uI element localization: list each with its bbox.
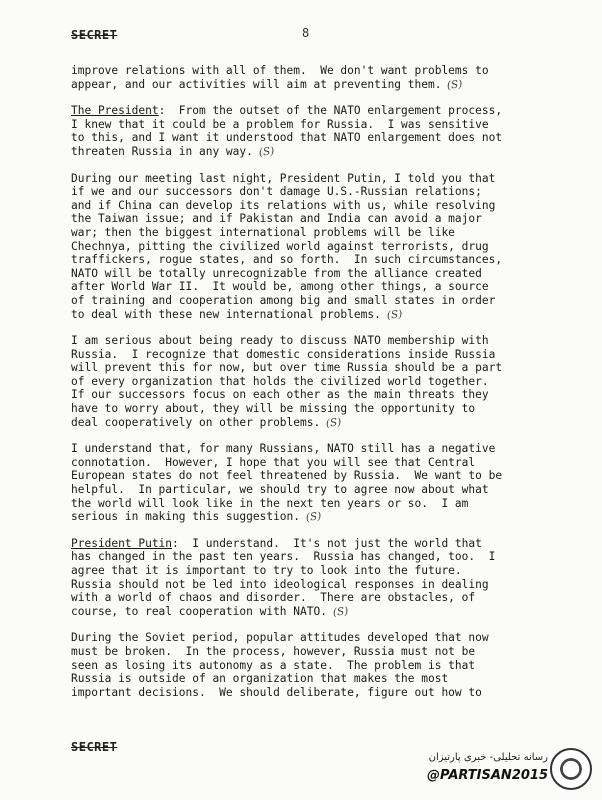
text-line xyxy=(71,672,541,686)
text-line xyxy=(71,348,541,362)
text-line xyxy=(71,645,541,659)
line-text: During our meeting last night, President Putin, I told you that xyxy=(71,171,496,185)
text-line xyxy=(71,375,541,389)
line-text: I am serious about being ready to discuss NATO membership with xyxy=(71,334,489,348)
line-text: : I understand. It's not just the world that xyxy=(172,536,482,550)
line-text: seen as losing its autonomy as a state. The problem is that xyxy=(71,658,476,672)
line-text: Russia. I recognize that domestic considerations inside Russia xyxy=(71,347,496,361)
text-line xyxy=(71,226,541,240)
line-text: with a world of chaos and disorder. There are obstacles, of xyxy=(71,591,476,605)
line-text: European states do not feel threatened by Russia. We want to be xyxy=(71,469,503,483)
paragraph xyxy=(71,172,541,322)
text-line xyxy=(71,469,541,483)
text-line xyxy=(71,78,541,92)
text-line xyxy=(71,118,541,132)
text-line xyxy=(71,64,541,78)
paragraph xyxy=(71,631,541,699)
text-line xyxy=(71,686,541,700)
line-text: and if China can develop its relations with us, while resolving xyxy=(71,198,496,212)
line-text: Russia is outside of an organization that makes the most xyxy=(71,672,449,686)
text-line xyxy=(71,591,541,605)
line-text: to this, and I want it understood that NATO enlargement does not xyxy=(71,131,503,145)
line-text: must be broken. In the process, however, Russia must not be xyxy=(71,644,476,658)
text-line xyxy=(71,564,541,578)
text-line xyxy=(71,537,541,551)
text-line xyxy=(71,605,541,619)
text-line xyxy=(71,131,541,145)
line-text: If our successors focus on each other as the main threats they xyxy=(71,388,489,402)
line-text: have to worry about, they will be missing the opportunity to xyxy=(71,402,476,416)
text-line xyxy=(71,497,541,511)
watermark xyxy=(406,744,596,794)
text-line xyxy=(71,104,541,118)
line-text: : From the outset of the NATO enlargement process, xyxy=(158,104,503,118)
line-text: of every organization that holds the civilized world together. xyxy=(71,374,489,388)
speaker-name: The President xyxy=(71,104,159,118)
text-line xyxy=(71,253,541,267)
classification-mark: (S) xyxy=(386,307,403,322)
text-line xyxy=(71,199,541,213)
line-text: to deal with these new international problems. xyxy=(71,307,381,321)
line-text: I understand that, for many Russians, NATO still has a negative xyxy=(71,442,496,456)
line-text: connotation. However, I hope that you will see that Central xyxy=(71,455,476,469)
watermark-handle: @PARTISAN2015 xyxy=(426,768,548,783)
line-text: serious in making this suggestion. xyxy=(71,510,301,524)
line-text: NATO will be totally unrecognizable from the alliance created xyxy=(71,266,482,280)
text-line xyxy=(71,631,541,645)
line-text: threaten Russia in any way. xyxy=(71,144,253,158)
line-text: Russia should not be led into ideological responses in dealing xyxy=(71,577,489,591)
paragraph xyxy=(71,537,541,619)
text-line xyxy=(71,172,541,186)
line-text: has changed in the past ten years. Russia has changed, too. I xyxy=(71,550,496,564)
classification-footer: SECRET xyxy=(71,740,118,754)
text-line xyxy=(71,578,541,592)
classification-mark: (S) xyxy=(332,605,349,619)
text-line xyxy=(71,659,541,673)
document-body xyxy=(71,64,541,712)
text-line xyxy=(71,294,541,308)
line-text: the Taiwan issue; and if Pakistan and India can avoid a major xyxy=(71,212,482,226)
classification-mark: (S) xyxy=(325,415,343,430)
partisan-emblem-icon xyxy=(550,748,592,790)
line-text: During the Soviet period, popular attitudes developed that now xyxy=(71,631,489,645)
line-text: deal cooperatively on other problems. xyxy=(71,415,321,429)
line-text: after World War II. It would be, among other things, a source xyxy=(71,280,489,294)
page-number: 8 xyxy=(302,26,310,40)
line-text: traffickers, rogue states, and so forth. In such circumstances, xyxy=(71,253,503,267)
text-line xyxy=(71,510,541,524)
line-text: will prevent this for now, but over time Russia should be a part xyxy=(71,361,503,375)
text-line xyxy=(71,483,541,497)
line-text: Chechnya, pitting the civilized world against terrorists, drug xyxy=(71,239,489,253)
line-text: of training and cooperation among big and small states in order xyxy=(71,293,496,307)
line-text: agree that it is important to try to look into the future. xyxy=(71,564,462,577)
text-line xyxy=(71,280,541,294)
text-line xyxy=(71,456,541,470)
line-text: war; then the biggest international problems will be like xyxy=(71,225,455,239)
classification-header: SECRET xyxy=(71,28,118,42)
paragraph xyxy=(71,64,541,91)
text-line xyxy=(71,308,541,322)
text-line xyxy=(71,145,541,159)
text-line xyxy=(71,212,541,226)
text-line xyxy=(71,416,541,430)
paragraph xyxy=(71,104,541,158)
line-text: if we and our successors don't damage U.S.-Russian relations; xyxy=(71,185,482,199)
line-text: improve relations with all of them. We don't want problems to xyxy=(71,64,489,77)
text-line xyxy=(71,550,541,564)
speaker-name: President Putin xyxy=(71,536,173,550)
text-line xyxy=(71,402,541,416)
line-text: important decisions. We should deliberate, figure out how to xyxy=(71,685,482,699)
line-text: helpful. In particular, we should try to agree now about what xyxy=(71,483,489,497)
text-line xyxy=(71,361,541,375)
classification-mark: (S) xyxy=(305,510,322,524)
text-line xyxy=(71,185,541,199)
watermark-title: رسانه تحلیلی- خبری پارتیزان xyxy=(428,752,548,763)
text-line xyxy=(71,267,541,281)
text-line xyxy=(71,240,541,254)
classification-mark: (S) xyxy=(446,77,464,92)
line-text: course, to real cooperation with NATO. xyxy=(71,604,327,618)
line-text: appear, and our activities will aim at preventing them. xyxy=(71,77,442,91)
text-line xyxy=(71,388,541,402)
text-line xyxy=(71,442,541,456)
text-line xyxy=(71,334,541,348)
paragraph xyxy=(71,334,541,429)
classification-mark: (S) xyxy=(258,145,275,159)
paragraph xyxy=(71,442,541,524)
line-text: I knew that it could be a problem for Russia. I was sensitive xyxy=(71,117,489,131)
line-text: the world will look like in the next ten years or so. I am xyxy=(71,496,469,510)
